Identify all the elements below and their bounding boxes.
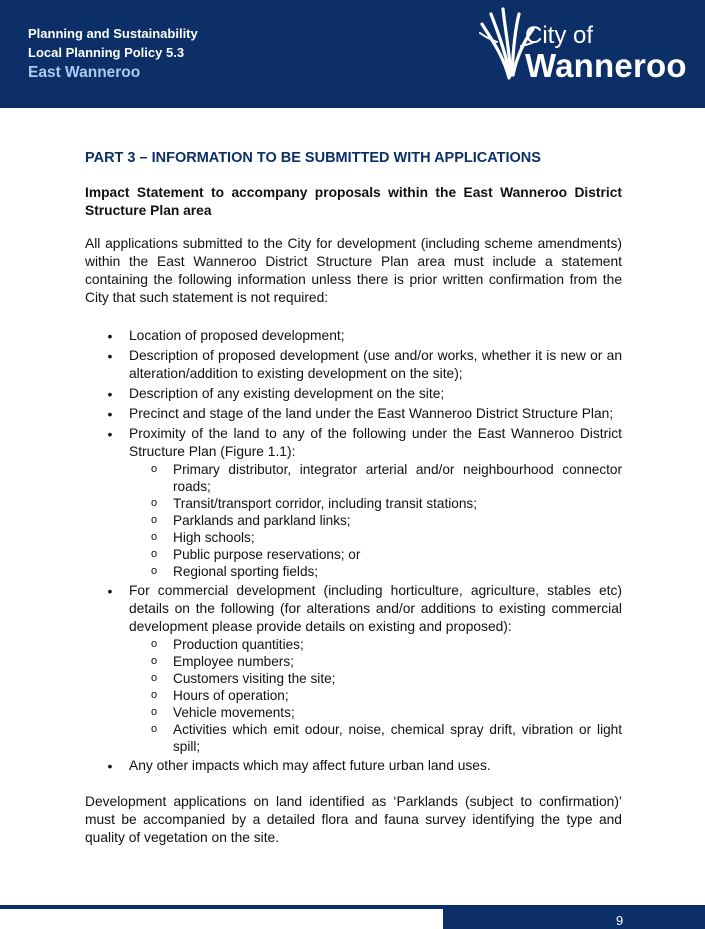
sub-list-item [129,636,622,653]
sub-list-item-text: High schools; [173,530,255,545]
proximity-sublist [129,461,622,580]
sub-list-item [129,495,622,512]
part-3-heading: PART 3 – INFORMATION TO BE SUBMITTED WITH APPLICATIONS [85,150,541,166]
list-item-precinct-and-stage [85,405,622,423]
document-body [85,148,622,861]
sub-list-item [129,721,622,755]
closing-paragraph: Development applications on land identified as ‘Parklands (subject to confirmation)’ must be accompanied by a detailed flora and fauna survey identifying the type and quality of vegetation on the site. [85,794,622,845]
requirements-list [85,327,622,775]
sub-bullet-icon: o [151,655,158,667]
list-item-location [85,327,622,345]
sub-list-item-text: Regional sporting fields; [173,564,319,579]
document-header [0,0,705,108]
list-item-text: For commercial development (including horticulture, agriculture, stables etc) details on the following (for alterations and/or additions to existing commercial development please provide details on existing and proposed): [129,583,622,634]
sub-list-item [129,563,622,580]
sub-list-item-text: Activities which emit odour, noise, chemical spray drift, vibration or light spill; [173,722,622,754]
intro-paragraph: All applications submitted to the City for development (including scheme amendments) within the East Wanneroo District Structure Plan area must include a statement containing the following information unless there is prior written confirmation from the City that such statement is not required: [85,236,622,305]
list-item-proposed-development [85,347,622,383]
sub-list-item [129,512,622,529]
header-department: Planning and Sustainability [28,26,198,41]
impact-statement-heading: Impact Statement to accompany proposals within the East Wanneroo District Structure Plan area [85,185,622,218]
list-item-text: Precinct and stage of the land under the East Wanneroo District Structure Plan; [129,406,614,421]
sub-list-item [129,653,622,670]
sub-list-item-text: Public purpose reservations; or [173,547,361,562]
bullet-icon: • [107,758,113,774]
sub-list-item-text: Customers visiting the site; [173,671,336,686]
city-of-wanneroo-logo [479,6,701,86]
sub-list-item-text: Parklands and parkland links; [173,513,351,528]
logo-text-wanneroo: Wanneroo [525,47,687,84]
sub-bullet-icon: o [151,706,158,718]
header-text-block [28,24,198,84]
list-item-text: Location of proposed development; [129,328,345,343]
sub-list-item [129,670,622,687]
bullet-icon: • [107,386,113,402]
sub-bullet-icon: o [151,638,158,650]
sub-bullet-icon: o [151,723,158,735]
sub-list-item [129,687,622,704]
list-item-text: Any other impacts which may affect future urban land uses. [129,758,491,773]
sub-list-item-text: Vehicle movements; [173,705,295,720]
list-item-commercial-development [85,582,622,755]
bullet-icon: • [107,406,113,422]
sub-list-item-text: Employee numbers; [173,654,294,669]
sub-list-item-text: Production quantities; [173,637,304,652]
sub-bullet-icon: o [151,463,158,475]
commercial-sublist [129,636,622,755]
header-subtitle: East Wanneroo [28,64,141,81]
bullet-icon: • [107,583,113,599]
bullet-icon: • [107,348,113,364]
sub-bullet-icon: o [151,548,158,560]
bullet-icon: • [107,426,113,442]
sub-bullet-icon: o [151,514,158,526]
list-item-proximity [85,425,622,580]
page-number: 9 [616,913,624,928]
sub-list-item-text: Hours of operation; [173,688,289,703]
sub-bullet-icon: o [151,565,158,577]
sub-list-item [129,461,622,495]
sub-bullet-icon: o [151,497,158,509]
sub-list-item [129,704,622,721]
sub-list-item-text: Primary distributor, integrator arterial and/or neighbourhood connector roads; [173,462,622,494]
logo-text-city-of: City of [525,22,594,49]
list-item-text: Description of proposed development (use and/or works, whether it is new or an alteration/addition to existing development on the site); [129,348,622,381]
header-policy-title: Local Planning Policy 5.3 [28,45,185,60]
sub-list-item [129,546,622,563]
list-item-text: Description of any existing development on the site; [129,386,445,401]
list-item-existing-development [85,385,622,403]
sub-list-item-text: Transit/transport corridor, including transit stations; [173,496,477,511]
bullet-icon: • [107,328,113,344]
list-item-text: Proximity of the land to any of the following under the East Wanneroo District Structure Plan (Figure 1.1): [129,426,622,459]
sub-list-item [129,529,622,546]
sub-bullet-icon: o [151,672,158,684]
footer-page-box [443,909,705,929]
sub-bullet-icon: o [151,531,158,543]
list-item-other-impacts [85,757,622,775]
sub-bullet-icon: o [151,689,158,701]
